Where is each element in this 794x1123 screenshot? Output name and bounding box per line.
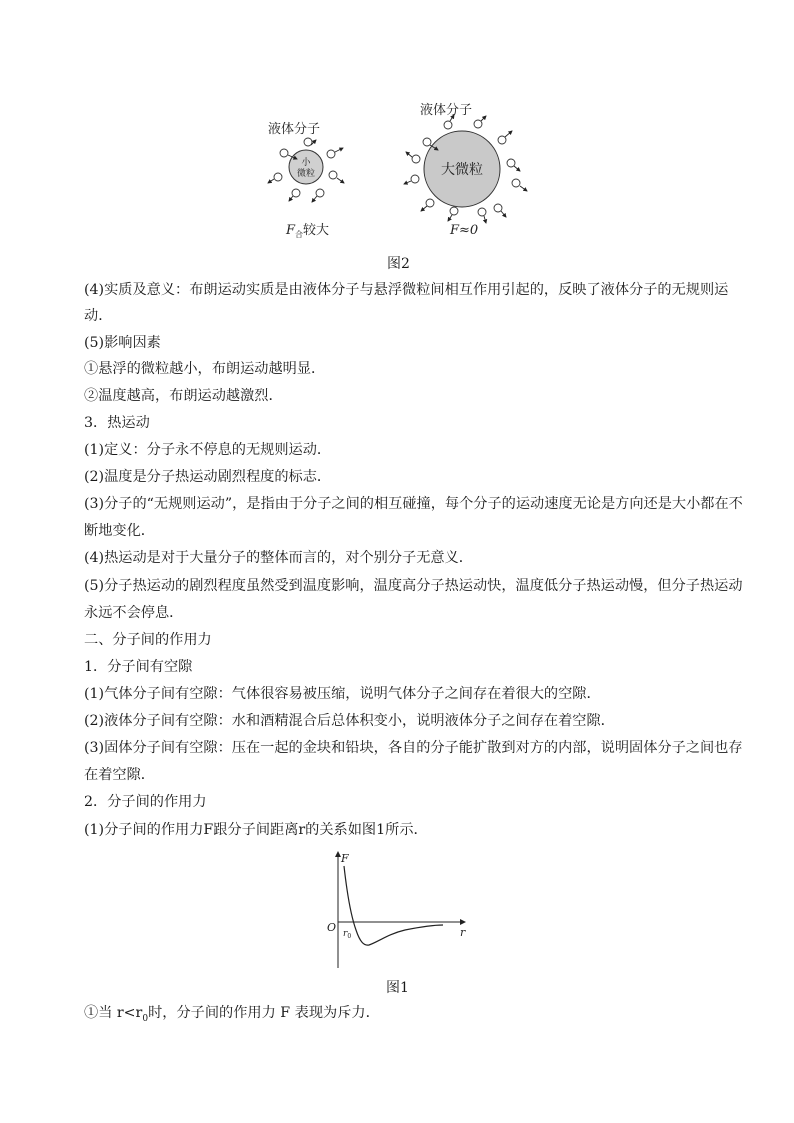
molecule xyxy=(304,138,312,146)
x-axis-label: r xyxy=(460,926,466,939)
molecule xyxy=(412,155,420,163)
right-force-label: F≈0 xyxy=(450,223,479,238)
left-force-label: $F_合$较大 xyxy=(286,223,330,239)
section-heading: 1．分子间有空隙 xyxy=(84,659,193,675)
text-line: (4)热运动是对于大量分子的整体而言的，对个别分子无意义． xyxy=(84,550,473,566)
text-line: (5)分子热运动的剧烈程度虽然受到温度影响，温度高分子热运动快，温度低分子热运动慢，但分子热运动 xyxy=(84,578,743,594)
large-particle-group xyxy=(404,115,527,223)
text-line: 永远不会停息． xyxy=(84,605,184,621)
right-liquid-molecule-label: 液体分子 xyxy=(420,103,473,118)
molecule xyxy=(280,149,288,157)
text-line: (3)固体分子间有空隙：压在一起的金块和铅块，各自的分子能扩散到对方的内部，说明固体分子之间也存 xyxy=(84,740,743,756)
molecule xyxy=(316,189,324,197)
text-line: (5)影响因素 xyxy=(84,335,161,351)
molecule xyxy=(327,150,335,158)
molecule xyxy=(274,173,282,181)
small-particle-group xyxy=(268,138,344,202)
molecule xyxy=(411,175,419,183)
section-heading: 二、分子间的作用力 xyxy=(84,632,212,648)
text-line: 动． xyxy=(84,308,113,324)
text-line: 在着空隙． xyxy=(84,767,155,783)
text-line: ①悬浮的微粒越小，布朗运动越明显． xyxy=(84,361,326,377)
molecule xyxy=(426,199,434,207)
molecule xyxy=(498,136,506,144)
molecule xyxy=(450,207,458,215)
text-line: (1)定义：分子永不停息的无规则运动． xyxy=(84,442,332,458)
left-liquid-molecule-label: 液体分子 xyxy=(268,122,321,137)
small-particle-label-1: 小 xyxy=(301,158,311,168)
section-heading: 2．分子间的作用力 xyxy=(84,794,207,810)
molecule xyxy=(329,171,337,179)
text-line: (2)温度是分子热运动剧烈程度的标志． xyxy=(84,469,332,485)
figure-1-force-distance-graph xyxy=(320,848,480,973)
text-line: (1)气体分子间有空隙：气体很容易被压缩，说明气体分子之间存在着很大的空隙． xyxy=(84,686,601,702)
molecule xyxy=(512,179,520,187)
small-particle-label-2: 微粒 xyxy=(296,169,316,179)
r0-label: $r_0$ xyxy=(343,929,352,940)
figure-2-brownian-diagram xyxy=(240,95,550,245)
text-line: ②温度越高，布朗运动越激烈． xyxy=(84,388,283,404)
text-line: (2)液体分子间有空隙：水和酒精混合后总体积变小，说明液体分子之间存在着空隙． xyxy=(84,713,615,729)
figure-2-caption: 图2 xyxy=(387,256,410,272)
final-text-line: ①当 $r<r_0$时，分子间的作用力 F 表现为斥力． xyxy=(84,1005,380,1024)
molecule xyxy=(292,189,300,197)
text-line: (1)分子间的作用力F跟分子间距离r的关系如图1所示． xyxy=(84,822,428,838)
figure-1-caption: 图1 xyxy=(386,980,409,996)
molecule xyxy=(507,159,515,167)
force-curve xyxy=(344,866,443,945)
large-particle-label: 大微粒 xyxy=(441,162,483,178)
section-heading: 3．热运动 xyxy=(84,415,150,431)
text-line: 断地变化． xyxy=(84,523,155,539)
molecule xyxy=(423,138,431,146)
text-line: (4)实质及意义：布朗运动实质是由液体分子与悬浮微粒间相互作用引起的，反映了液体分子的无规则运 xyxy=(84,282,729,298)
y-axis-label: F xyxy=(341,852,349,865)
molecule xyxy=(474,120,482,128)
molecule xyxy=(494,204,502,212)
molecule xyxy=(478,208,486,216)
origin-label: O xyxy=(327,921,337,934)
molecule xyxy=(444,121,452,129)
text-line: (3)分子的“无规则运动”，是指由于分子之间的相互碰撞，每个分子的运动速度无论是方向还是大小都在不 xyxy=(84,496,743,512)
